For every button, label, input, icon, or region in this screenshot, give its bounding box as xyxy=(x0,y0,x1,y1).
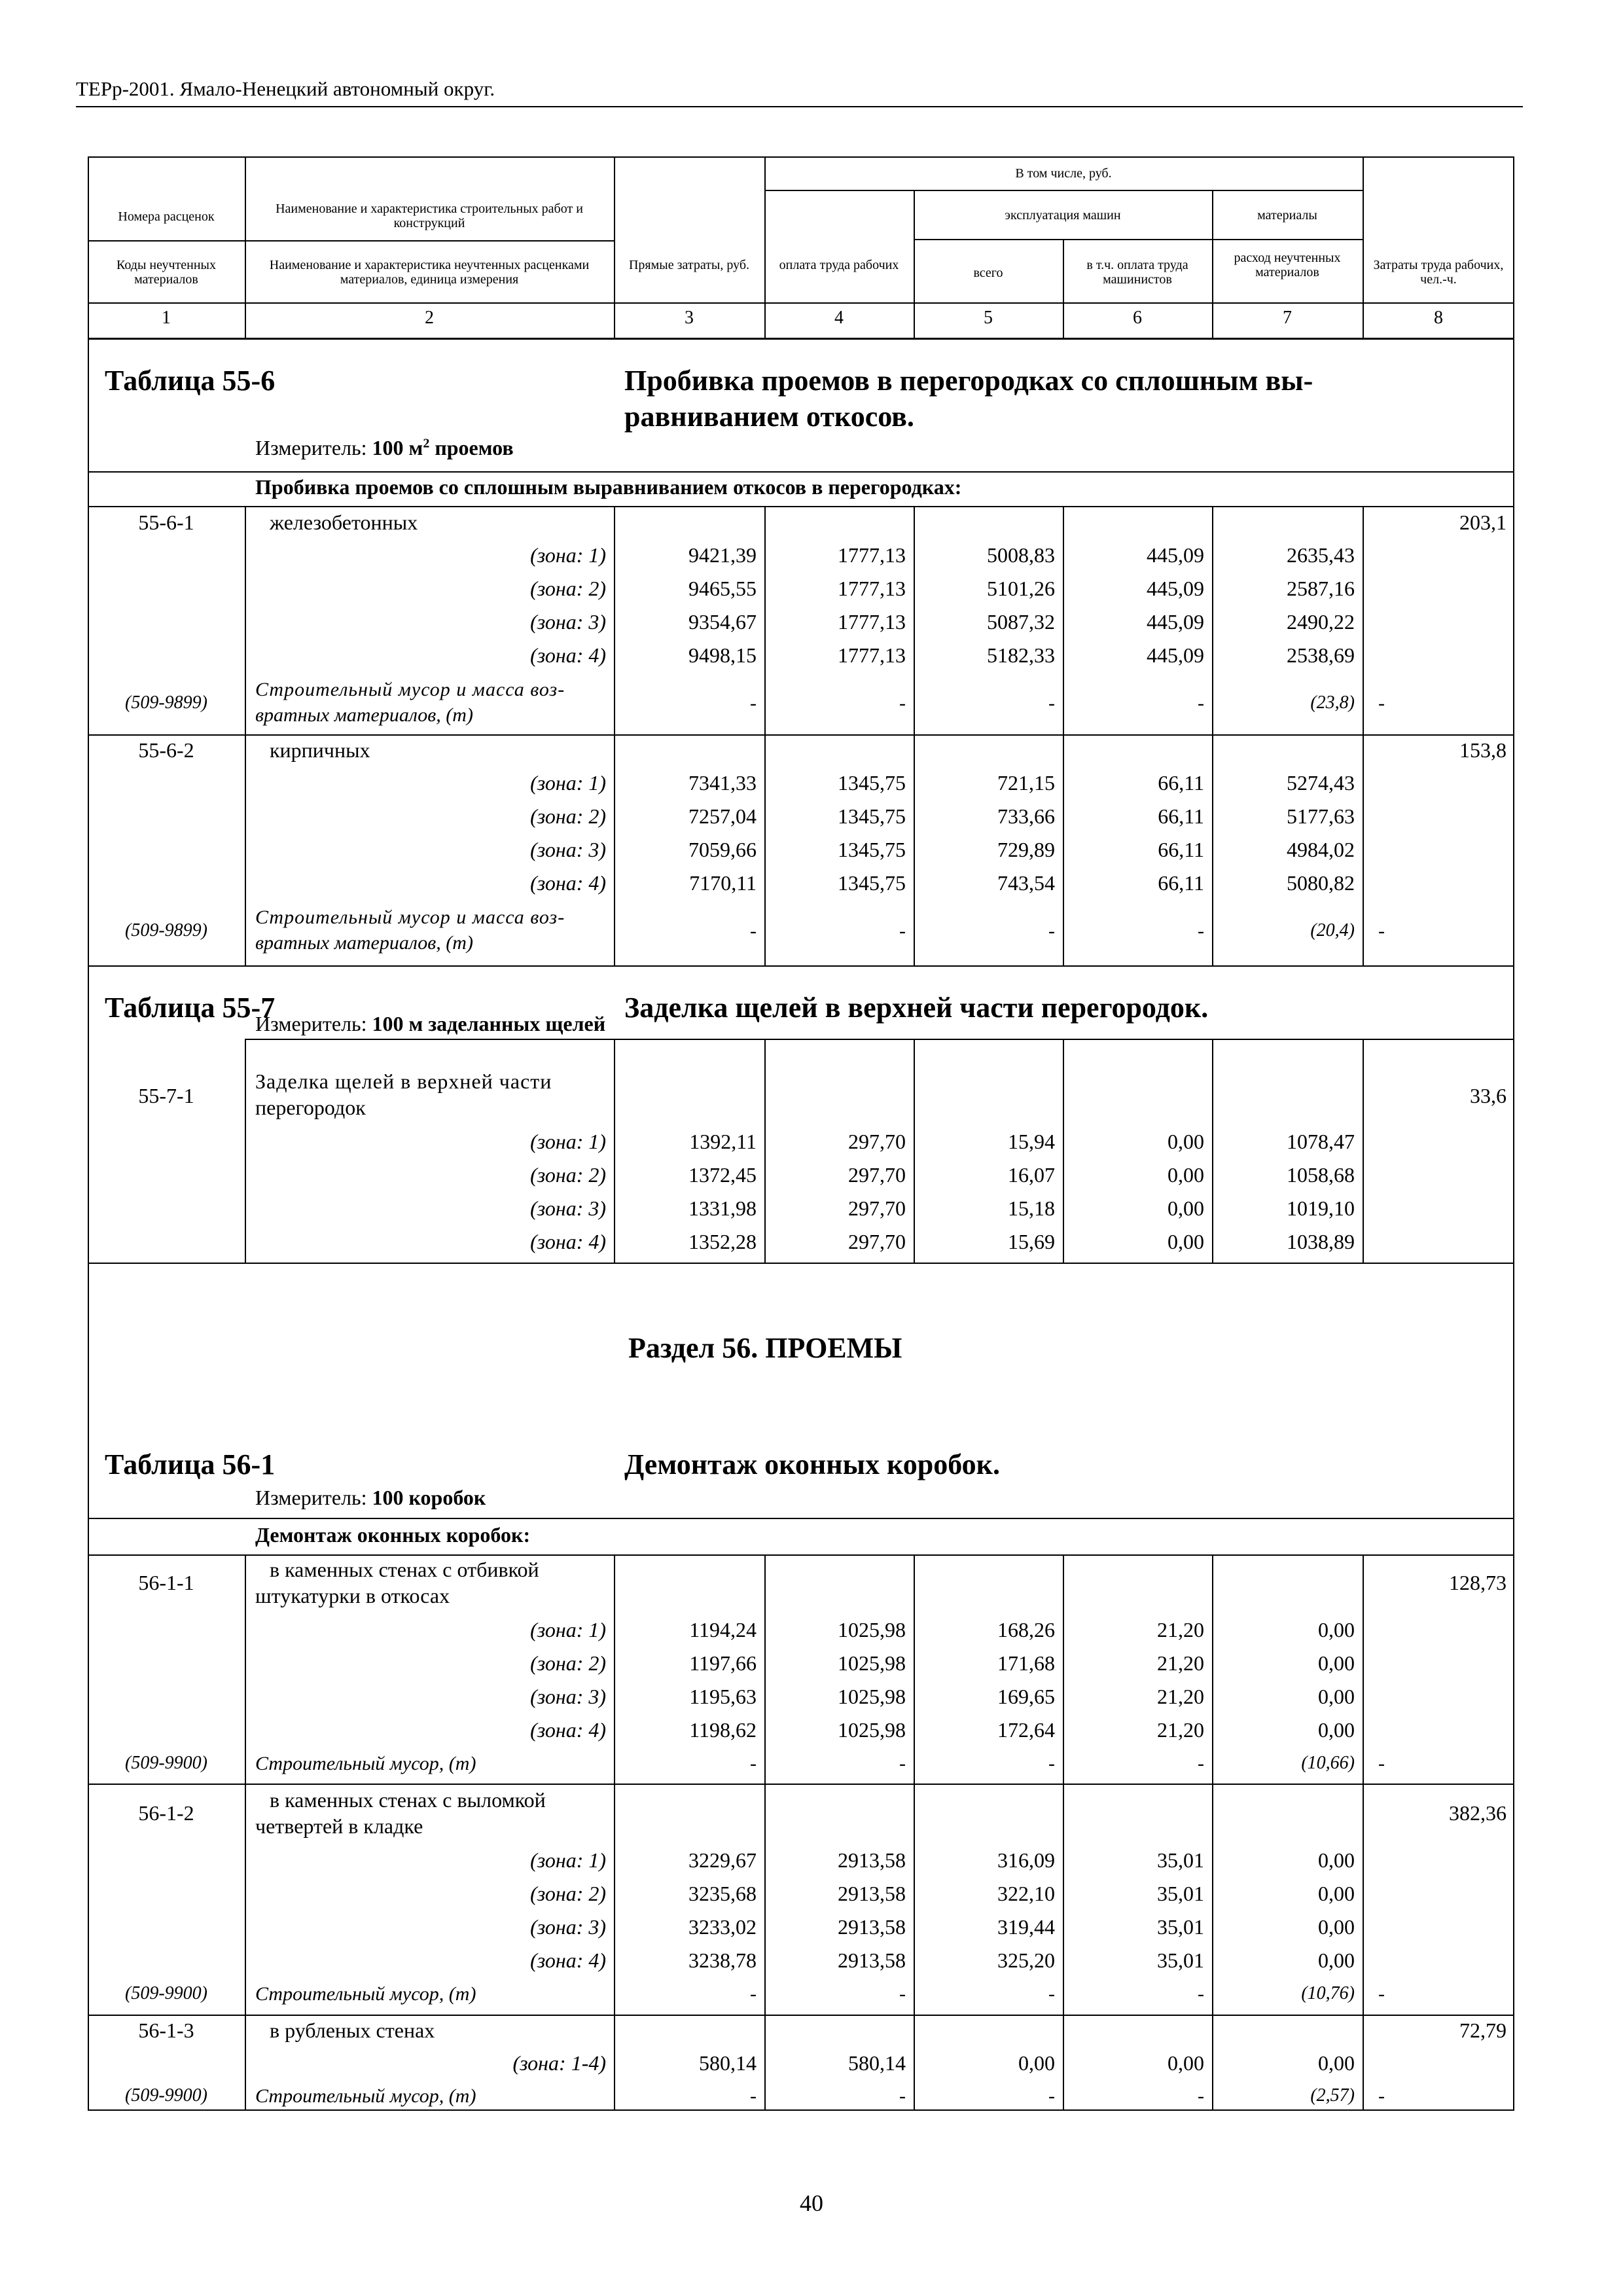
materials-cost: 5177,63 xyxy=(1287,804,1355,828)
direct-cost: 3238,78 xyxy=(688,1948,757,1972)
table-label: Таблица 55-6 xyxy=(105,365,276,397)
machines-total: 733,66 xyxy=(997,804,1055,828)
material-dash: - xyxy=(1198,692,1204,714)
header-rate-numbers: Номера расценок xyxy=(118,209,215,224)
materials-cost: 1058,68 xyxy=(1287,1163,1355,1187)
rate-code: 56-1-3 xyxy=(138,2018,194,2042)
header-direct-costs: Прямые затраты, руб. xyxy=(628,258,750,272)
zone-label: (зона: 2) xyxy=(530,1651,606,1675)
header-in-total: В том числе, руб. xyxy=(1015,166,1112,181)
zone-label: (зона: 2) xyxy=(530,1163,606,1187)
materials-cost: 0,00 xyxy=(1318,1848,1355,1872)
material-dash: - xyxy=(899,1983,906,2005)
column-number: 6 xyxy=(1133,308,1142,328)
worker-pay: 1025,98 xyxy=(838,1718,906,1742)
direct-cost: 1195,63 xyxy=(689,1685,757,1708)
material-quantity: (10,66) xyxy=(1301,1753,1355,1773)
material-name: Строительный мусор, (т) xyxy=(255,1753,476,1774)
materials-cost: 0,00 xyxy=(1318,1618,1355,1641)
document-header: ТЕРр-2001. Ямало-Ненецкий автономный округ. xyxy=(76,77,495,100)
header-materials: материалы xyxy=(1257,208,1317,223)
worker-pay: 1025,98 xyxy=(838,1651,906,1675)
header-operator-pay: в т.ч. оплата труда машинистов xyxy=(1086,258,1188,287)
meter-prefix: Измеритель: xyxy=(255,436,372,459)
direct-cost: 1197,66 xyxy=(689,1651,757,1675)
table-subheader: Пробивка проемов со сплошным выравниванием откосов в перегородках: xyxy=(255,475,962,499)
rate-code: 56-1-1 xyxy=(138,1571,194,1594)
zone-label: (зона: 1) xyxy=(530,771,606,795)
machines-total: 169,65 xyxy=(997,1685,1055,1708)
worker-pay: 297,70 xyxy=(848,1230,906,1253)
material-labor: - xyxy=(1378,1753,1385,1774)
machines-total: 5101,26 xyxy=(987,577,1055,600)
direct-cost: 7257,04 xyxy=(688,804,757,828)
zone-label: (зона: 4) xyxy=(530,643,606,667)
zone-label: (зона: 2) xyxy=(530,804,606,828)
material-quantity: (20,4) xyxy=(1310,920,1355,941)
header-material-names: Наименование и характеристика неучтенных расценками материалов, единица измерения xyxy=(269,258,590,287)
direct-cost: 9421,39 xyxy=(688,543,757,567)
table-title: Демонтаж оконных коробок. xyxy=(624,1448,1000,1480)
worker-pay: 297,70 xyxy=(848,1130,906,1153)
materials-cost: 2490,22 xyxy=(1287,610,1355,634)
machines-total: 729,89 xyxy=(997,838,1055,861)
rate-name: штукатурки в откосах xyxy=(255,1584,450,1607)
direct-cost: 9354,67 xyxy=(688,610,757,634)
direct-cost: 1194,24 xyxy=(689,1618,757,1641)
rate-name: в каменных стенах с отбивкой xyxy=(270,1558,539,1581)
meter-value: 100 коробок xyxy=(372,1486,486,1509)
header-material-codes: Коды неучтенных материалов xyxy=(116,258,216,287)
worker-pay: 1345,75 xyxy=(838,771,906,795)
column-number: 1 xyxy=(162,308,171,328)
material-dash: - xyxy=(1048,2085,1055,2107)
operator-pay: 0,00 xyxy=(1168,1230,1204,1253)
materials-cost: 0,00 xyxy=(1318,1685,1355,1708)
column-number: 3 xyxy=(685,308,694,328)
zone-label: (зона: 1) xyxy=(530,1618,606,1641)
materials-cost: 2538,69 xyxy=(1287,643,1355,667)
rate-labor: 203,1 xyxy=(1459,511,1507,534)
material-quantity: (10,76) xyxy=(1301,1983,1355,2003)
operator-pay: 21,20 xyxy=(1157,1618,1204,1641)
direct-cost: 1352,28 xyxy=(688,1230,757,1253)
header-labor-costs: Затраты труда рабочих, чел.-ч. xyxy=(1373,258,1504,287)
zone-label: (зона: 2) xyxy=(530,1882,606,1905)
machines-total: 15,94 xyxy=(1008,1130,1055,1153)
operator-pay: 445,09 xyxy=(1147,543,1204,567)
material-name: Строительный мусор и масса воз- xyxy=(255,679,565,700)
materials-cost: 1038,89 xyxy=(1287,1230,1355,1253)
material-dash: - xyxy=(1048,920,1055,942)
machines-total: 0,00 xyxy=(1018,2051,1055,2075)
section-title: Раздел 56. ПРОЕМЫ xyxy=(628,1332,902,1364)
direct-cost: 7059,66 xyxy=(688,838,757,861)
direct-cost: 1331,98 xyxy=(688,1196,757,1220)
rate-code: 55-6-2 xyxy=(138,738,194,762)
operator-pay: 35,01 xyxy=(1157,1882,1204,1905)
worker-pay: 1345,75 xyxy=(838,871,906,895)
zone-label: (зона: 3) xyxy=(530,838,606,861)
material-dash: - xyxy=(1048,1983,1055,2005)
operator-pay: 66,11 xyxy=(1158,804,1204,828)
rate-labor: 128,73 xyxy=(1449,1571,1507,1594)
operator-pay: 66,11 xyxy=(1158,838,1204,861)
header-worker-pay: оплата труда рабочих xyxy=(779,258,899,272)
material-quantity: (2,57) xyxy=(1310,2085,1355,2106)
materials-cost: 5274,43 xyxy=(1287,771,1355,795)
rate-code: 55-7-1 xyxy=(138,1084,194,1107)
material-dash: - xyxy=(750,920,757,942)
direct-cost: 7170,11 xyxy=(689,871,757,895)
direct-cost: 7341,33 xyxy=(688,771,757,795)
zone-label: (зона: 3) xyxy=(530,1685,606,1708)
machines-total: 325,20 xyxy=(997,1948,1055,1972)
material-name: Строительный мусор, (т) xyxy=(255,1983,476,2005)
zone-label: (зона: 2) xyxy=(530,577,606,600)
material-name: вратных материалов, (т) xyxy=(255,932,473,954)
worker-pay: 297,70 xyxy=(848,1163,906,1187)
rate-labor: 153,8 xyxy=(1459,738,1507,762)
materials-cost: 0,00 xyxy=(1318,1651,1355,1675)
zone-label: (зона: 3) xyxy=(530,610,606,634)
material-labor: - xyxy=(1378,692,1385,714)
machines-total: 743,54 xyxy=(997,871,1055,895)
material-dash: - xyxy=(899,1753,906,1774)
materials-cost: 5080,82 xyxy=(1287,871,1355,895)
material-dash: - xyxy=(1198,1983,1204,2005)
material-dash: - xyxy=(1198,1753,1204,1774)
machines-total: 322,10 xyxy=(997,1882,1055,1905)
zone-label: (зона: 1) xyxy=(530,543,606,567)
table-meter xyxy=(255,436,514,460)
operator-pay: 445,09 xyxy=(1147,643,1204,667)
materials-cost: 0,00 xyxy=(1318,1882,1355,1905)
worker-pay: 2913,58 xyxy=(838,1848,906,1872)
meter-sup: 2 xyxy=(423,436,430,451)
material-dash: - xyxy=(899,692,906,714)
machines-total: 172,64 xyxy=(997,1718,1055,1742)
direct-cost: 580,14 xyxy=(699,2051,757,2075)
table-meter xyxy=(255,1012,605,1036)
operator-pay: 0,00 xyxy=(1168,1130,1204,1153)
materials-cost: 1019,10 xyxy=(1287,1196,1355,1220)
machines-total: 5087,32 xyxy=(987,610,1055,634)
operator-pay: 21,20 xyxy=(1157,1718,1204,1742)
worker-pay: 1025,98 xyxy=(838,1618,906,1641)
table-meter xyxy=(255,1486,486,1510)
zone-label: (зона: 4) xyxy=(530,871,606,895)
material-name: Строительный мусор и масса воз- xyxy=(255,906,565,928)
rate-name: кирпичных xyxy=(270,738,370,762)
operator-pay: 66,11 xyxy=(1158,871,1204,895)
table-title: Заделка щелей в верхней части перегородок. xyxy=(624,992,1209,1024)
header-machines: эксплуатация машин xyxy=(1005,208,1121,223)
material-code: (509-9900) xyxy=(125,1983,207,2003)
table-title: Пробивка проемов в перегородках со сплошным вы- xyxy=(624,365,1313,397)
worker-pay: 2913,58 xyxy=(838,1882,906,1905)
zone-label: (зона: 3) xyxy=(530,1196,606,1220)
machines-total: 16,07 xyxy=(1008,1163,1055,1187)
column-number: 4 xyxy=(834,308,844,328)
rate-name: в рубленых стенах xyxy=(270,2018,435,2042)
table-label: Таблица 56-1 xyxy=(105,1448,276,1480)
meter-prefix: Измеритель: xyxy=(255,1012,372,1035)
meter-value: 100 м xyxy=(372,436,423,459)
worker-pay: 2913,58 xyxy=(838,1915,906,1939)
direct-cost: 3233,02 xyxy=(688,1915,757,1939)
worker-pay: 297,70 xyxy=(848,1196,906,1220)
operator-pay: 445,09 xyxy=(1147,577,1204,600)
table-subheader: Демонтаж оконных коробок: xyxy=(255,1523,531,1547)
material-code: (509-9899) xyxy=(125,920,207,941)
machines-total: 168,26 xyxy=(997,1618,1055,1641)
materials-cost: 0,00 xyxy=(1318,1718,1355,1742)
worker-pay: 1345,75 xyxy=(838,804,906,828)
operator-pay: 445,09 xyxy=(1147,610,1204,634)
machines-total: 319,44 xyxy=(997,1915,1055,1939)
zone-label: (зона: 1-4) xyxy=(512,2051,606,2075)
materials-cost: 0,00 xyxy=(1318,1915,1355,1939)
material-dash: - xyxy=(899,920,906,942)
machines-total: 721,15 xyxy=(997,771,1055,795)
material-code: (509-9899) xyxy=(125,692,207,713)
materials-cost: 0,00 xyxy=(1318,1948,1355,1972)
rate-name: четвертей в кладке xyxy=(255,1814,423,1838)
column-number: 2 xyxy=(425,308,434,328)
material-name: Строительный мусор, (т) xyxy=(255,2085,476,2107)
rate-name: перегородок xyxy=(255,1096,366,1119)
direct-cost: 1198,62 xyxy=(689,1718,757,1742)
machines-total: 316,09 xyxy=(997,1848,1055,1872)
worker-pay: 580,14 xyxy=(848,2051,906,2075)
material-dash: - xyxy=(1198,920,1204,942)
rate-code: 56-1-2 xyxy=(138,1801,194,1825)
rate-labor: 382,36 xyxy=(1449,1801,1507,1825)
rate-name: Заделка щелей в верхней части xyxy=(255,1069,552,1093)
material-dash: - xyxy=(899,2085,906,2107)
materials-cost: 1078,47 xyxy=(1287,1130,1355,1153)
operator-pay: 35,01 xyxy=(1157,1848,1204,1872)
material-code: (509-9900) xyxy=(125,1753,207,1773)
material-labor: - xyxy=(1378,1983,1385,2005)
header-unaccounted-materials: расход неучтенных материалов xyxy=(1234,251,1341,279)
operator-pay: 35,01 xyxy=(1157,1915,1204,1939)
material-dash: - xyxy=(1048,1753,1055,1774)
material-name: вратных материалов, (т) xyxy=(255,704,473,726)
material-dash: - xyxy=(750,2085,757,2107)
table-title: равниванием откосов. xyxy=(624,401,914,433)
worker-pay: 1777,13 xyxy=(838,577,906,600)
material-code: (509-9900) xyxy=(125,2085,207,2106)
rate-name: в каменных стенах с выломкой xyxy=(270,1788,546,1812)
meter-suffix: проемов xyxy=(429,436,514,459)
operator-pay: 66,11 xyxy=(1158,771,1204,795)
worker-pay: 2913,58 xyxy=(838,1948,906,1972)
column-number: 5 xyxy=(984,308,993,328)
rate-labor: 33,6 xyxy=(1470,1084,1507,1107)
zone-label: (зона: 4) xyxy=(530,1718,606,1742)
machines-total: 5008,83 xyxy=(987,543,1055,567)
direct-cost: 1372,45 xyxy=(688,1163,757,1187)
operator-pay: 0,00 xyxy=(1168,1196,1204,1220)
material-dash: - xyxy=(750,1983,757,2005)
zone-label: (зона: 4) xyxy=(530,1948,606,1972)
materials-cost: 0,00 xyxy=(1318,2051,1355,2075)
rate-name: железобетонных xyxy=(270,511,418,534)
operator-pay: 35,01 xyxy=(1157,1948,1204,1972)
material-dash: - xyxy=(1198,2085,1204,2107)
machines-total: 5182,33 xyxy=(987,643,1055,667)
material-quantity: (23,8) xyxy=(1310,692,1355,713)
rate-labor: 72,79 xyxy=(1459,2018,1507,2042)
zone-label: (зона: 1) xyxy=(530,1848,606,1872)
material-dash: - xyxy=(750,1753,757,1774)
worker-pay: 1777,13 xyxy=(838,543,906,567)
material-labor: - xyxy=(1378,2085,1385,2107)
direct-cost: 3235,68 xyxy=(688,1882,757,1905)
worker-pay: 1777,13 xyxy=(838,610,906,634)
materials-cost: 4984,02 xyxy=(1287,838,1355,861)
header-rule xyxy=(76,106,1523,107)
machines-total: 15,69 xyxy=(1008,1230,1055,1253)
page-number: 40 xyxy=(800,2190,823,2216)
table-label: Таблица 55-7 xyxy=(105,992,276,1024)
meter-prefix: Измеритель: xyxy=(255,1486,372,1509)
material-labor: - xyxy=(1378,920,1385,942)
column-number: 8 xyxy=(1434,308,1443,328)
worker-pay: 1345,75 xyxy=(838,838,906,861)
operator-pay: 0,00 xyxy=(1168,1163,1204,1187)
operator-pay: 0,00 xyxy=(1168,2051,1204,2075)
header-work-name: Наименование и характеристика строительных работ и конструкций xyxy=(276,202,583,230)
zone-label: (зона: 1) xyxy=(530,1130,606,1153)
materials-cost: 2635,43 xyxy=(1287,543,1355,567)
header-machines-total: всего xyxy=(973,266,1003,280)
direct-cost: 1392,11 xyxy=(689,1130,757,1153)
zone-label: (зона: 4) xyxy=(530,1230,606,1253)
zone-label: (зона: 3) xyxy=(530,1915,606,1939)
material-dash: - xyxy=(1048,692,1055,714)
operator-pay: 21,20 xyxy=(1157,1651,1204,1675)
meter-value: 100 м заделанных щелей xyxy=(372,1012,606,1035)
direct-cost: 9498,15 xyxy=(688,643,757,667)
rate-code: 55-6-1 xyxy=(138,511,194,534)
machines-total: 15,18 xyxy=(1008,1196,1055,1220)
worker-pay: 1025,98 xyxy=(838,1685,906,1708)
worker-pay: 1777,13 xyxy=(838,643,906,667)
operator-pay: 21,20 xyxy=(1157,1685,1204,1708)
machines-total: 171,68 xyxy=(997,1651,1055,1675)
material-dash: - xyxy=(750,692,757,714)
direct-cost: 9465,55 xyxy=(688,577,757,600)
column-number: 7 xyxy=(1283,308,1292,328)
materials-cost: 2587,16 xyxy=(1287,577,1355,600)
direct-cost: 3229,67 xyxy=(688,1848,757,1872)
